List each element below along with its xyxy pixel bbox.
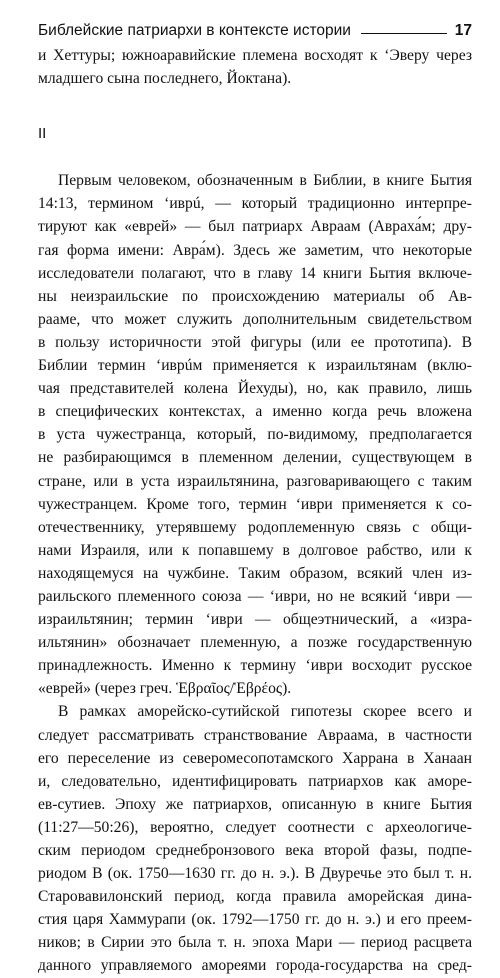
text-line: ников; в Сирии это была т. н. эпоха Мари — период расцвета <box>38 934 472 952</box>
text-line: в специфических контекстах, а именно когда речь вложена <box>38 403 472 421</box>
text-line: «еврей» (через греч. Ἑβραῖος/Ἑβρέος). <box>38 680 292 698</box>
section-marker: II <box>38 125 47 143</box>
running-title: Библейские патриархи в контексте истории <box>38 21 351 39</box>
text-line: риодом В (ок. 1750—1630 гг. до н. э.). В Двуречье это был т. н. <box>38 865 472 883</box>
text-line: в пользу историчности этой фигуры (или ее прототипа). В <box>38 333 472 351</box>
text-line: данного управляемого амореями города-государства на сред- <box>38 957 472 975</box>
text-line: и, следовательно, идентифицировать патриархов как аморе- <box>38 772 472 790</box>
paragraph-1 <box>38 169 472 700</box>
text-line: чужестранцем. Кроме того, термин ʻиври применяется к со- <box>38 495 472 513</box>
text-line: Старовавилонский период, когда правила аморейская дина- <box>38 888 472 906</box>
text-line: Библии термин ʻиврúм применяется к израильтянам (вклю- <box>38 357 472 375</box>
text-line: гая форма имени: Авра́м). Здесь же заметим, что некоторые <box>38 241 472 259</box>
header-rule <box>361 33 447 34</box>
text-line: принадлежность. Именно к термину ʻиври восходит русское <box>38 657 472 675</box>
text-line: младшего сына последнего, Йоктана). <box>38 70 292 88</box>
text-line: (11:27—50:26), вероятно, следует соотнести с археологиче- <box>38 818 472 836</box>
text-line: исследователи полагают, что в главу 14 книги Бытия включе- <box>38 264 472 282</box>
body-text <box>38 44 472 978</box>
text-line: ны неизраильские по происхождению материалы об Ав- <box>38 287 472 305</box>
text-line: отечественнику, утерявшему родоплеменную связь с общи- <box>38 518 472 536</box>
text-line: и Хеттуры; южноаравийские племена восходят к ʻЭверу через <box>38 47 472 64</box>
text-line: чая представителей колена Йехуды), но, как правило, лишь <box>38 380 472 398</box>
top-paragraph <box>38 44 472 90</box>
text-line: стия царя Хаммурапи (ок. 1792—1750 гг. до н. э.) и его преем- <box>38 911 472 929</box>
running-head <box>38 0 472 44</box>
text-line: в уста чужестранца, который, по-видимому, предполагается <box>38 426 472 444</box>
text-line: не разбирающимся в племенном делении, существующем в <box>38 449 472 467</box>
text-line: израильтянин; термин ʻиври — общеэтнический, а «изра- <box>38 611 472 629</box>
text-line: его переселение из северомесопотамского Харрана в Ханаан <box>38 749 472 767</box>
text-line: стране, или в уста израильтянина, разговаривающего с таким <box>38 472 472 490</box>
text-line: ев-сутиев. Эпоху же патриархов, описанную в книге Бытия <box>38 795 472 813</box>
text-line: раильского племенного союза — ʻиври, но не всякий ʻиври — <box>38 587 472 605</box>
text-line: ским периодом среднебронзового века второй фазы, подпе- <box>38 842 472 859</box>
text-line: находящемуся на чужбине. Таким образом, всякий член из- <box>38 564 472 582</box>
page-number: 17 <box>454 21 472 39</box>
paragraph-2 <box>38 700 472 977</box>
text-line: следует рассматривать странствование Авраама, в частности <box>38 726 472 744</box>
text-line: нами Израиля, или к попавшему в долговое рабство, или к <box>38 541 472 559</box>
text-line: рааме, что может служить дополнительным свидетельством <box>38 310 472 328</box>
text-line: тируют как «еврей» — был патриарх Авраам (Авраха́м; дру- <box>38 218 472 236</box>
text-line: 14:13, термином ʻиврú, — который традиционно интерпре- <box>38 195 472 213</box>
text-line: ильтянин» обозначает племенную, а позже государственную <box>38 634 472 652</box>
text-line: Первым человеком, обозначенным в Библии, в книге Бытия <box>58 172 472 190</box>
text-line: В рамках аморейско-сутийской гипотезы скорее всего и <box>58 703 472 721</box>
